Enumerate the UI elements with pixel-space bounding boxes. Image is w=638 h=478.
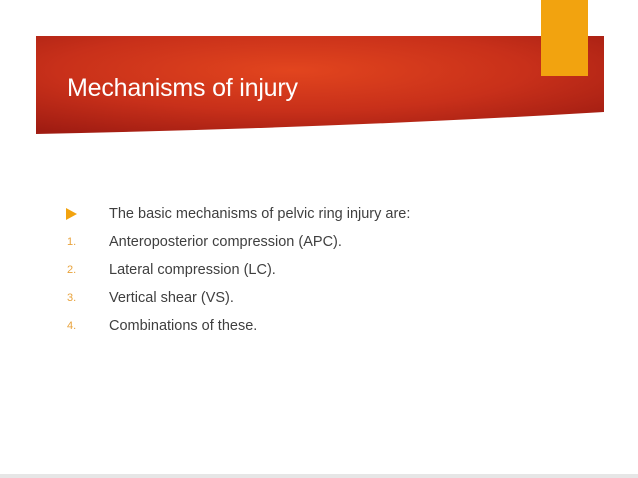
list-item [0, 230, 638, 254]
list-item-number: 2. [67, 264, 77, 276]
list-item-text: Lateral compression (LC). [109, 262, 276, 278]
list-item [0, 314, 638, 338]
list-item-number: 1. [67, 236, 77, 248]
list-item-text: Anteroposterior compression (APC). [109, 234, 342, 250]
list-item [0, 286, 638, 310]
triangle-right-icon [66, 208, 77, 220]
bottom-divider [0, 474, 638, 478]
list-item-number: 3. [67, 292, 77, 304]
list-item-text: Vertical shear (VS). [109, 290, 234, 306]
intro-bullet-row [0, 202, 638, 226]
list-item [0, 258, 638, 282]
intro-text: The basic mechanisms of pelvic ring injury are: [109, 206, 411, 222]
list-item-number: 4. [67, 320, 77, 332]
slide-title: Mechanisms of injury [67, 74, 298, 102]
list-item-text: Combinations of these. [109, 318, 258, 334]
